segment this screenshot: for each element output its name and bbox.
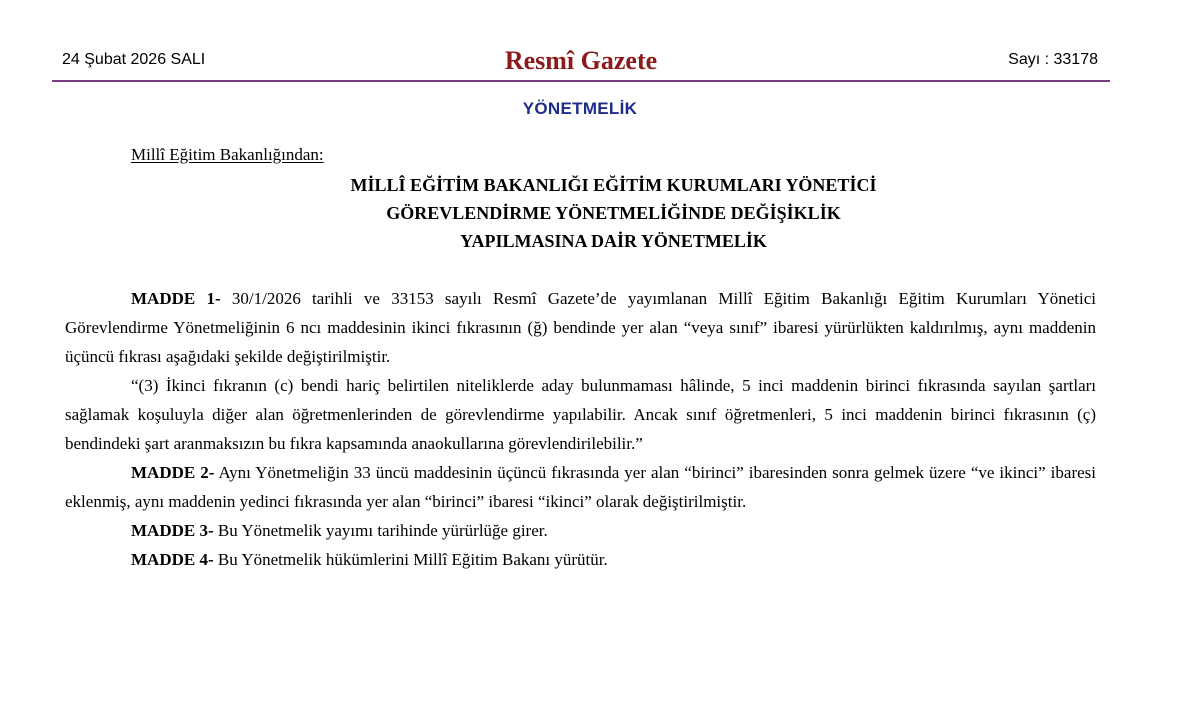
article-2-paragraph	[65, 458, 1096, 516]
article-text: Bu Yönetmelik yayımı tarihinde yürürlüğe girer.	[213, 521, 548, 540]
regulation-title-line: MİLLÎ EĞİTİM BAKANLIĞI EĞİTİM KURUMLARI YÖNETİCİ	[350, 175, 877, 195]
regulation-title	[131, 171, 1096, 255]
header-divider	[52, 80, 1110, 82]
article-label: MADDE 1-	[131, 289, 221, 308]
publication-title: Resmî Gazete	[504, 46, 658, 75]
article-text: Aynı Yönetmeliğin 33 üncü maddesinin üçüncü fıkrasında yer alan “birinci” ibaresinden sonra gelmek üzere “ve ikinci” ibaresi eklenmiş, aynı maddenin yedinci fıkrasında yer alan “birinci” ibaresi “ikinci” olarak değiştirilmiştir.	[65, 463, 1096, 511]
section-type-heading: YÖNETMELİK	[522, 99, 638, 118]
article-4-paragraph	[65, 545, 1096, 574]
gazette-header	[52, 44, 1110, 80]
regulation-title-line: GÖREVLENDİRME YÖNETMELİĞİNDE DEĞİŞİKLİK	[386, 203, 841, 223]
amended-clause-paragraph	[65, 371, 1096, 458]
issuing-ministry: Millî Eğitim Bakanlığından:	[131, 145, 324, 164]
article-3-paragraph	[65, 516, 1096, 545]
regulation-title-line: YAPILMASINA DAİR YÖNETMELİK	[460, 231, 767, 251]
article-text: Bu Yönetmelik hükümlerini Millî Eğitim Bakanı yürütür.	[213, 550, 608, 569]
article-label: MADDE 4-	[131, 550, 214, 569]
article-text: “(3) İkinci fıkranın (c) bendi hariç belirtilen niteliklerde aday bulunmaması hâlinde, 5 inci maddenin birinci fıkrasında sayılan şartları sağlamak koşuluyla diğer alan öğretmenlerinden de görevlendirme yapılabilir. Ancak sınıf öğretmenleri, 5 inci maddenin birinci fıkrasının (ç) bendindeki şart aranmaksızın bu fıkra kapsamında anaokullarına görevlendirilebilir.”	[65, 376, 1096, 453]
article-label: MADDE 2-	[131, 463, 215, 482]
article-label: MADDE 3-	[131, 521, 214, 540]
article-1-paragraph	[65, 284, 1096, 371]
regulation-body	[65, 284, 1096, 574]
issue-number: Sayı : 33178	[1008, 51, 1098, 68]
article-text: 30/1/2026 tarihli ve 33153 sayılı Resmî Gazete’de yayımlanan Millî Eğitim Bakanlığı Eğitim Kurumları Yönetici Görevlendirme Yönetmeliğinin 6 ncı maddesinin ikinci fıkrasının (ğ) bendinde yer alan “veya sınıf” ibaresi yürürlükten kaldırılmış, aynı maddenin üçüncü fıkrası aşağıdaki şekilde değiştirilmiştir.	[65, 289, 1096, 366]
header-date: 24 Şubat 2026 SALI	[62, 51, 206, 68]
